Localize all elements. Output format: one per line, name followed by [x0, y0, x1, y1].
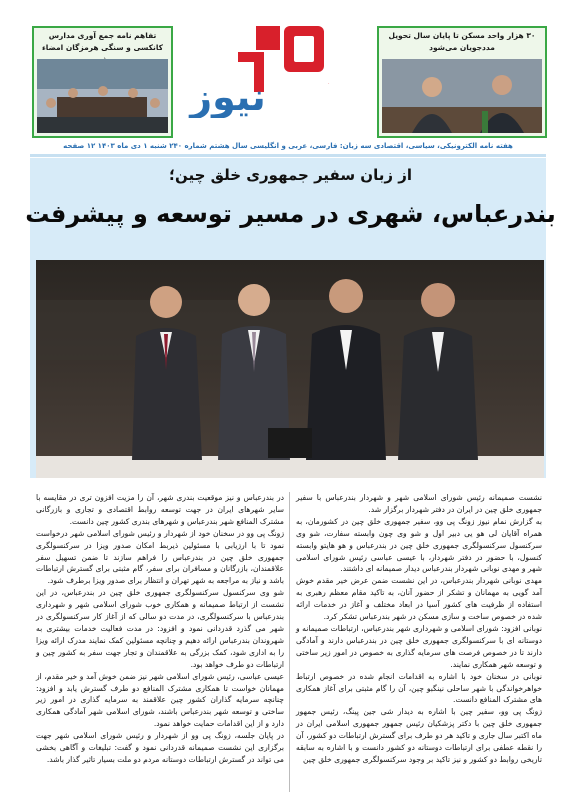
news-box-schools-photo [37, 59, 168, 133]
article-paragraph: نشست صمیمانه رئیس شورای اسلامی شهر و شهردار بندرعباس با سفیر جمهوری خلق چین در ایران در دفتر شهردار برگزار شد. [296, 493, 542, 514]
article-paragraph: نوبانی در سخنان خود با اشاره به اقدامات انجام شده در خصوص ارتباط خواهرخواندگی با شهر ساحلی نینگبو چین، آن را گام مثبتی برای آغاز همکاری های مشترک المنافع دانست. [296, 671, 542, 705]
lead-story-kicker: از زبان سفیر جمهوری خلق چین؛ [168, 166, 413, 184]
article-paragraph: به گزارش نمام نیوز زونگ پی وو، سفیر جمهوری خلق چین در کشورمان، به همراه آقایان لی هو یی دبیر اول و شو وی چون وابسته سفارت، شو وی سرکنسول سرکنسولگری جمهوری خلق چین در بندرعباس و هو هایتو وابسته کنسول، با حضور در دفتر شهردار، با عیسی عباسی رئیس شورای اسلامی شهر و مهدی نوبانی شهردار بندرعباس دیدار صمیمانه ای داشتند. [296, 516, 542, 574]
news-box-housing-photo [382, 59, 542, 133]
article-paragraph: در پایان جلسه، زونگ پی وو از شهردار و رئیس شورای اسلامی شهر جهت برگزاری این نشست صمیمانه قدردانی نمود و گفت: تبلیغات و آگاهی بخشی می تواند در گسترش ارتباطات دوستانه مردم دو ملت بسیار تاثیر گذار باشد. [36, 731, 284, 764]
article-paragraph: در بندرعباس و نیز موقعیت بندری شهر، آن را مزیت افزون تری در مقایسه با سایر شهرهای ایران در جهت توسعه روابط اقتصادی و تجاری و بازرگانی مشترک المنافع شهر بندرعباس و شهرهای بندری کشور چین دانست. [36, 493, 284, 526]
article-paragraph: زونگ پی وو در سخنان خود از شهردار و رئیس شورای اسلامی شهر درخواست نمود تا با ارزیابی با مسئولین ذیربط امکان صدور ویزا در سرکنسولگری جمهوری خلق چین در بندرعباس را فراهم سازند تا ضمن تسهیل سفر علاقمندان، بازرگانان و مسافران برای سفر، گام مثبتی برای گسترش ارتباطات باشد و نیاز به مراجعه به شهر تهران و انتظار برای صدور ویزا برطرف شود. [36, 528, 284, 586]
column-divider [289, 492, 290, 792]
article-paragraph: زونگ پی وو، سفیر چین با اشاره به دیدار شی جین پینگ، رئیس جمهور جمهوری خلق چین با دکتر پزشکیان رئیس جمهور جمهوری اسلامی ایران در ماه اکتبر سال جاری و تاکید هر دو طرف برای گسترش ارتباطات دو کشور، آن را نقطه عطفی برای ارتباطات دوستانه دو کشور دانست و با اشاره به سابقه تاریخی روابط دو کشور و نیز تاکید بر وجود سرکنسولگری جمهوری خلق چین [296, 707, 542, 764]
news-box-housing-caption: ۳۰ هزار واحد مسکن تا پایان سال تحویل مددجویان می‌شود [388, 31, 536, 52]
logo-text: نیوز [190, 75, 266, 118]
article-paragraph: نوبانی افزود: شورای اسلامی و شهرداری شهر بندرعباس، ارتباطات صمیمانه و دوستانه ای با سرکنسولگری جمهوری خلق چین در بندرعباس دارند و آمادگی دارند تا در خصوص فرصت های سرمایه گذاری به خصوص در امور زیر ساختی و توسعه شهر همکاری نمایند. [296, 623, 542, 669]
news-box-housing[interactable] [377, 26, 547, 138]
lead-story-headline[interactable]: بندرعباس، شهری در مسیر توسعه و پیشرفت [25, 200, 556, 228]
article-column-right [296, 492, 542, 792]
header-divider [30, 154, 546, 157]
article-column-left [36, 492, 284, 792]
news-box-schools-caption: تفاهم نامه جمع آوری مدارس کانکسی و سنگی هرمزگان امضاء [41, 31, 164, 52]
article-paragraph: عیسی عباسی، رئیس شورای اسلامی شهر نیز ضمن خوش آمد و خیر مقدم، از مهمانان خواست تا همکاری مشترک المنافع دو طرف گسترش یابد و افزود: چنانچه سرمایه گذاران کشور چین علاقمند به سرمایه گذاری در امور زیر ساختی و توسعه شهر بندرعباس باشند، شورای اسلامی شهر آمادگی همکاری دارد و از این اقدامات حمایت خواهد نمود. [36, 671, 284, 729]
logo-top-text: نما [328, 84, 330, 85]
lead-story-photo [36, 260, 544, 478]
article-paragraph: مهدی نوبانی شهردار بندرعباس، در این نشست ضمن عرض خیر مقدم خوش آمد گویی به مهمانان و تشکر از حضور آنان، به تاکید مقام معظم رهبری به استفاده از ظرفیت های کشور آسیا در ابعاد مختلف و آغاز در خدمات ارائه شده در خصوص ساخت و سازی مسکن در شهر بندرعباس تشکر کرد. [296, 576, 542, 622]
nama-news-logo[interactable] [168, 22, 368, 118]
news-box-schools[interactable] [32, 26, 173, 138]
article-paragraph: شو وی سرکنسول سرکنسولگری جمهوری خلق چین در بندرعباس، در این نشست از ارتباط صمیمانه و همکاری خوب شورای اسلامی شهر و شهرداری بندرعباس با سرکنسولگری، در مدت دو سالی که از آغاز کار سرکنسولگری در شهر می گذرد قدردانی نمود و افزود: در مدت فعالیت خدمات بیشتری به شهروندان بندرعباس ارائه دهیم و چنانچه مسئولین کمک نمایند مدرک ارائه ویزا را به اداری شود، کمک بزرگی به علاقمندان و تجار جهت سفر به کشور چین و ارتباطات دو طرف خواهد بود. [36, 588, 284, 669]
issue-info-line: هفته نامه الکترونیکی، سیاسی، اقتصادی سه زبان: فارسی، عربی و انگلیسی سال هشتم شماره ۲۴۰ شنبه ۱ دی ماه ۱۴۰۳ ۱۲ صفحه [63, 142, 513, 150]
